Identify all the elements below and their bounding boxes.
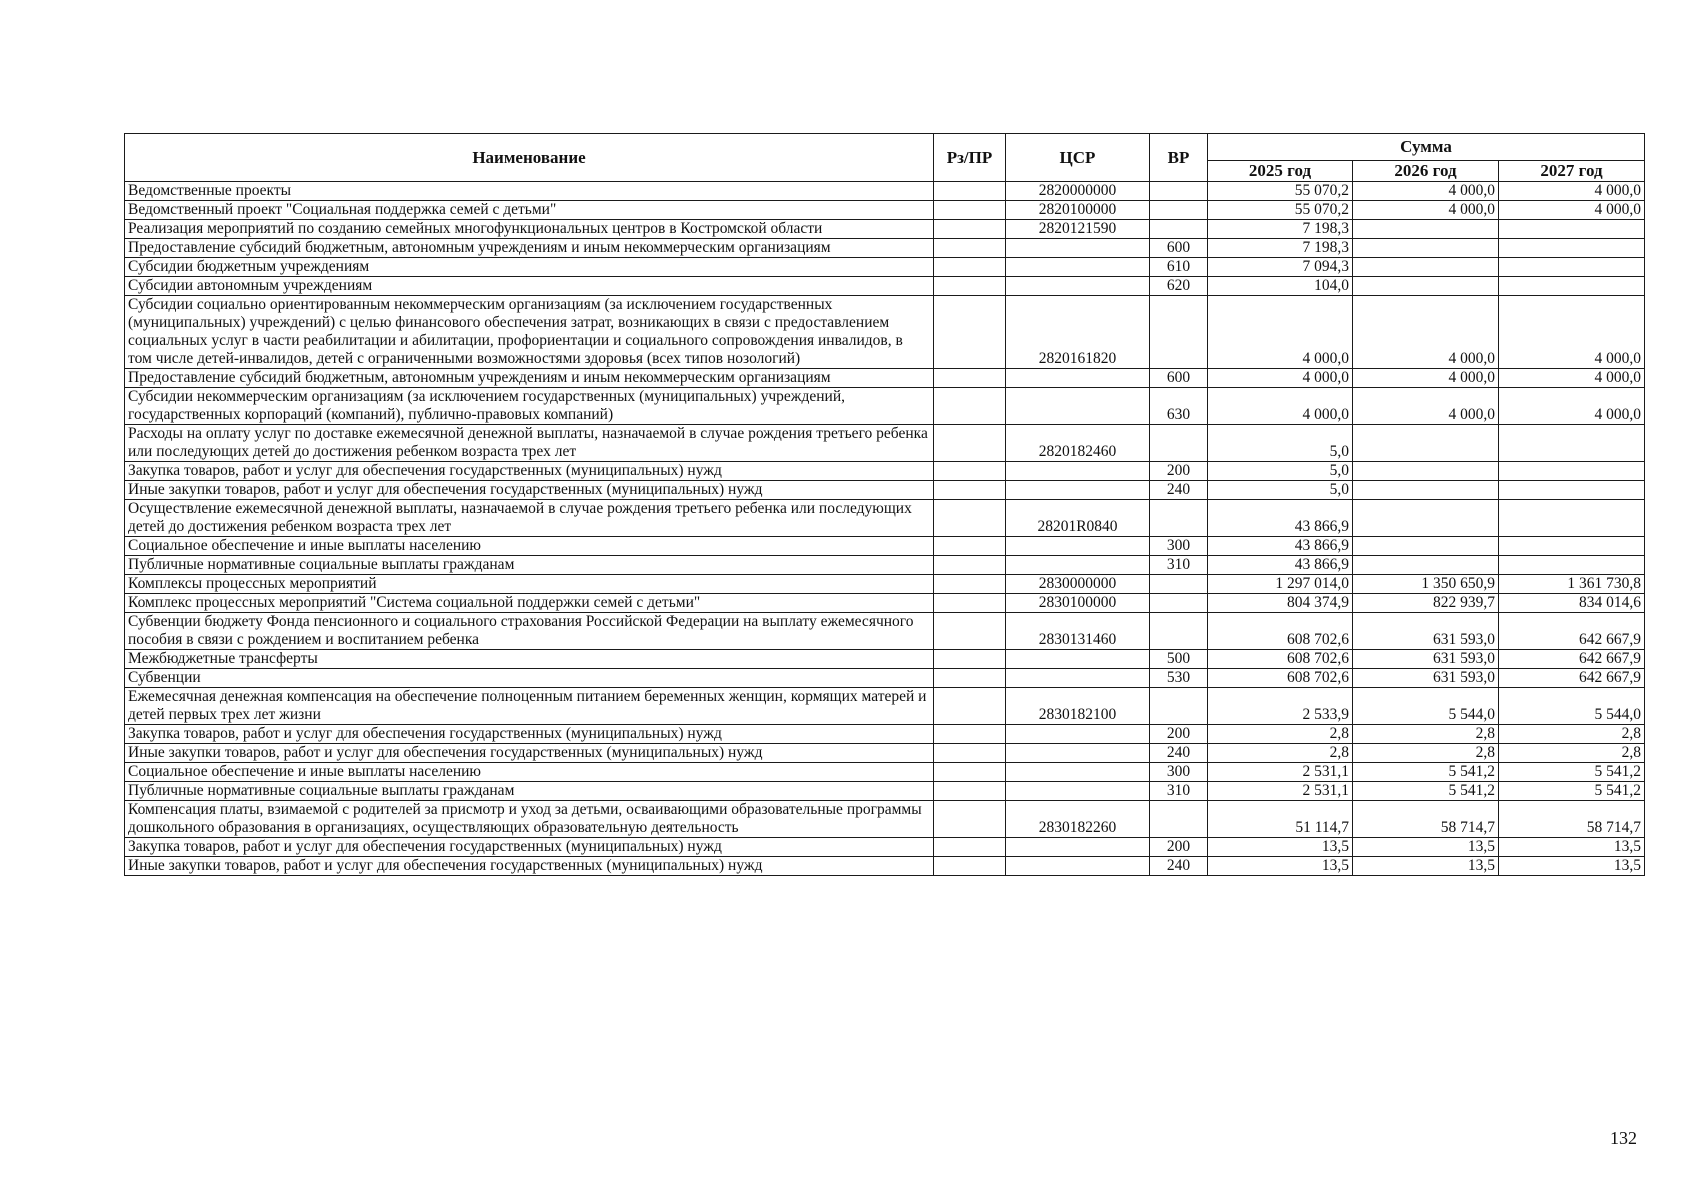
- cell-2025: 13,5: [1208, 838, 1353, 857]
- cell-name: Публичные нормативные социальные выплаты гражданам: [125, 782, 934, 801]
- cell-rz: [934, 258, 1006, 277]
- table-row: [125, 425, 1645, 462]
- cell-vr: [1150, 613, 1208, 650]
- cell-rz: [934, 688, 1006, 725]
- cell-rz: [934, 857, 1006, 876]
- cell-csr: [1006, 277, 1150, 296]
- cell-2027: 642 667,9: [1499, 613, 1645, 650]
- cell-2027: 642 667,9: [1499, 650, 1645, 669]
- cell-rz: [934, 801, 1006, 838]
- cell-name: Межбюджетные трансферты: [125, 650, 934, 669]
- header-year-2025: 2025 год: [1208, 161, 1353, 182]
- cell-2025: 51 114,7: [1208, 801, 1353, 838]
- cell-vr: [1150, 688, 1208, 725]
- cell-name: Закупка товаров, работ и услуг для обеспечения государственных (муниципальных) нужд: [125, 462, 934, 481]
- table-row: [125, 201, 1645, 220]
- cell-vr: [1150, 425, 1208, 462]
- table-row: [125, 782, 1645, 801]
- cell-csr: [1006, 725, 1150, 744]
- table-row: [125, 688, 1645, 725]
- cell-2025: 2 533,9: [1208, 688, 1353, 725]
- table-row: [125, 258, 1645, 277]
- header-sum: Сумма: [1208, 134, 1645, 161]
- cell-2027: [1499, 425, 1645, 462]
- cell-rz: [934, 201, 1006, 220]
- cell-vr: 200: [1150, 462, 1208, 481]
- table-row: [125, 744, 1645, 763]
- cell-2025: 104,0: [1208, 277, 1353, 296]
- table-row: [125, 650, 1645, 669]
- cell-rz: [934, 296, 1006, 369]
- table-row: [125, 296, 1645, 369]
- cell-2027: [1499, 500, 1645, 537]
- cell-rz: [934, 182, 1006, 201]
- cell-name: Ведомственные проекты: [125, 182, 934, 201]
- cell-csr: 2830182100: [1006, 688, 1150, 725]
- cell-name: Иные закупки товаров, работ и услуг для обеспечения государственных (муниципальных) нужд: [125, 481, 934, 500]
- cell-2027: 5 544,0: [1499, 688, 1645, 725]
- cell-vr: [1150, 801, 1208, 838]
- header-name: Наименование: [125, 134, 934, 182]
- cell-2027: 4 000,0: [1499, 201, 1645, 220]
- cell-2026: [1353, 481, 1499, 500]
- cell-2025: 55 070,2: [1208, 182, 1353, 201]
- cell-vr: 240: [1150, 744, 1208, 763]
- cell-name: Субсидии некоммерческим организациям (за исключением государственных (муниципальных) учреждений, государственных корпораций (компаний), публично-правовых компаний): [125, 388, 934, 425]
- cell-name: Расходы на оплату услуг по доставке ежемесячной денежной выплаты, назначаемой в случае рождения третьего ребенка или последующих детей до достижения ребенком возраста трех лет: [125, 425, 934, 462]
- cell-rz: [934, 575, 1006, 594]
- cell-2026: 13,5: [1353, 857, 1499, 876]
- cell-name: Социальное обеспечение и иные выплаты населению: [125, 763, 934, 782]
- cell-vr: 200: [1150, 725, 1208, 744]
- cell-2025: 608 702,6: [1208, 669, 1353, 688]
- cell-vr: [1150, 594, 1208, 613]
- cell-name: Предоставление субсидий бюджетным, автономным учреждениям и иным некоммерческим организациям: [125, 239, 934, 258]
- cell-csr: [1006, 481, 1150, 500]
- cell-2026: 4 000,0: [1353, 182, 1499, 201]
- cell-vr: 530: [1150, 669, 1208, 688]
- cell-name: Закупка товаров, работ и услуг для обеспечения государственных (муниципальных) нужд: [125, 725, 934, 744]
- cell-csr: 2820182460: [1006, 425, 1150, 462]
- cell-csr: [1006, 369, 1150, 388]
- cell-rz: [934, 388, 1006, 425]
- cell-rz: [934, 838, 1006, 857]
- cell-2025: 43 866,9: [1208, 556, 1353, 575]
- cell-2025: 608 702,6: [1208, 650, 1353, 669]
- header-vr: ВР: [1150, 134, 1208, 182]
- cell-2027: 4 000,0: [1499, 182, 1645, 201]
- table-row: [125, 575, 1645, 594]
- header-csr: ЦСР: [1006, 134, 1150, 182]
- cell-2025: 5,0: [1208, 462, 1353, 481]
- budget-table: [124, 133, 1645, 876]
- table-row: [125, 500, 1645, 537]
- cell-rz: [934, 763, 1006, 782]
- cell-rz: [934, 669, 1006, 688]
- cell-vr: 300: [1150, 763, 1208, 782]
- cell-csr: [1006, 669, 1150, 688]
- cell-2026: [1353, 425, 1499, 462]
- cell-vr: [1150, 201, 1208, 220]
- cell-name: Субсидии социально ориентированным некоммерческим организациям (за исключением государственных (муниципальных) учреждений) с целью финансового обеспечения затрат, возникающих в связи с предоставлением социальных услуг в части реабилитации и абилитации, профориентации и социального сопровождения инвалидов, в том числе детей-инвалидов, детей с ограниченными возможностями здоровья (всех типов нозологий): [125, 296, 934, 369]
- cell-csr: 2830100000: [1006, 594, 1150, 613]
- cell-rz: [934, 556, 1006, 575]
- cell-csr: 2830182260: [1006, 801, 1150, 838]
- cell-csr: [1006, 258, 1150, 277]
- cell-2026: 2,8: [1353, 744, 1499, 763]
- cell-2027: 4 000,0: [1499, 296, 1645, 369]
- cell-2026: [1353, 239, 1499, 258]
- cell-name: Компенсация платы, взимаемой с родителей за присмотр и уход за детьми, осваивающими образовательные программы дошкольного образования в организациях, осуществляющих образовательную деятельность: [125, 801, 934, 838]
- table-row: [125, 594, 1645, 613]
- table-row: [125, 669, 1645, 688]
- cell-2025: 5,0: [1208, 481, 1353, 500]
- cell-name: Субсидии бюджетным учреждениям: [125, 258, 934, 277]
- cell-name: Иные закупки товаров, работ и услуг для обеспечения государственных (муниципальных) нужд: [125, 744, 934, 763]
- cell-2027: 5 541,2: [1499, 763, 1645, 782]
- cell-csr: [1006, 650, 1150, 669]
- cell-name: Иные закупки товаров, работ и услуг для обеспечения государственных (муниципальных) нужд: [125, 857, 934, 876]
- cell-2025: 5,0: [1208, 425, 1353, 462]
- header-year-2026: 2026 год: [1353, 161, 1499, 182]
- cell-csr: 28201R0840: [1006, 500, 1150, 537]
- cell-2026: [1353, 556, 1499, 575]
- cell-vr: [1150, 575, 1208, 594]
- cell-vr: 610: [1150, 258, 1208, 277]
- cell-csr: [1006, 239, 1150, 258]
- cell-2026: [1353, 277, 1499, 296]
- cell-name: Реализация мероприятий по созданию семейных многофункциональных центров в Костромской области: [125, 220, 934, 239]
- cell-2026: 2,8: [1353, 725, 1499, 744]
- table-row: [125, 613, 1645, 650]
- cell-name: Осуществление ежемесячной денежной выплаты, назначаемой в случае рождения третьего ребенка или последующих детей до достижения ребенком возраста трех лет: [125, 500, 934, 537]
- cell-2027: 2,8: [1499, 725, 1645, 744]
- cell-csr: 2820161820: [1006, 296, 1150, 369]
- table-row: [125, 481, 1645, 500]
- cell-csr: 2830131460: [1006, 613, 1150, 650]
- cell-rz: [934, 425, 1006, 462]
- cell-rz: [934, 220, 1006, 239]
- cell-2026: [1353, 500, 1499, 537]
- cell-vr: 600: [1150, 239, 1208, 258]
- cell-rz: [934, 481, 1006, 500]
- cell-vr: [1150, 296, 1208, 369]
- cell-vr: [1150, 182, 1208, 201]
- cell-2026: 13,5: [1353, 838, 1499, 857]
- cell-2026: [1353, 258, 1499, 277]
- cell-csr: 2830000000: [1006, 575, 1150, 594]
- cell-rz: [934, 462, 1006, 481]
- header-year-2027: 2027 год: [1499, 161, 1645, 182]
- cell-name: Комплексы процессных мероприятий: [125, 575, 934, 594]
- table-row: [125, 763, 1645, 782]
- cell-2026: 4 000,0: [1353, 388, 1499, 425]
- cell-2027: 13,5: [1499, 857, 1645, 876]
- cell-2027: [1499, 220, 1645, 239]
- table-row: [125, 857, 1645, 876]
- cell-csr: [1006, 763, 1150, 782]
- cell-2025: 43 866,9: [1208, 500, 1353, 537]
- cell-rz: [934, 744, 1006, 763]
- cell-name: Предоставление субсидий бюджетным, автономным учреждениям и иным некоммерческим организациям: [125, 369, 934, 388]
- cell-2026: 631 593,0: [1353, 650, 1499, 669]
- cell-2026: [1353, 220, 1499, 239]
- cell-2027: 4 000,0: [1499, 388, 1645, 425]
- cell-2025: 13,5: [1208, 857, 1353, 876]
- table-row: [125, 239, 1645, 258]
- cell-2026: 5 541,2: [1353, 763, 1499, 782]
- cell-2026: 5 541,2: [1353, 782, 1499, 801]
- cell-2027: 13,5: [1499, 838, 1645, 857]
- table-row: [125, 220, 1645, 239]
- cell-2025: 2,8: [1208, 725, 1353, 744]
- cell-vr: 500: [1150, 650, 1208, 669]
- table-row: [125, 537, 1645, 556]
- cell-rz: [934, 239, 1006, 258]
- table-row: [125, 277, 1645, 296]
- cell-name: Публичные нормативные социальные выплаты гражданам: [125, 556, 934, 575]
- cell-2025: 7 198,3: [1208, 220, 1353, 239]
- cell-vr: [1150, 500, 1208, 537]
- cell-2026: 4 000,0: [1353, 296, 1499, 369]
- cell-csr: 2820100000: [1006, 201, 1150, 220]
- cell-2027: [1499, 481, 1645, 500]
- cell-2027: [1499, 277, 1645, 296]
- cell-2026: 631 593,0: [1353, 669, 1499, 688]
- cell-2026: [1353, 462, 1499, 481]
- cell-csr: [1006, 744, 1150, 763]
- table-row: [125, 182, 1645, 201]
- cell-2027: 642 667,9: [1499, 669, 1645, 688]
- cell-vr: 240: [1150, 857, 1208, 876]
- cell-csr: [1006, 857, 1150, 876]
- cell-2026: [1353, 537, 1499, 556]
- cell-name: Субвенции бюджету Фонда пенсионного и социального страхования Российской Федерации на выплату ежемесячного пособия в связи с рождением и воспитанием ребенка: [125, 613, 934, 650]
- header-rz: Рз/ПР: [934, 134, 1006, 182]
- cell-rz: [934, 613, 1006, 650]
- cell-vr: 630: [1150, 388, 1208, 425]
- cell-csr: 2820000000: [1006, 182, 1150, 201]
- table-row: [125, 801, 1645, 838]
- cell-name: Субвенции: [125, 669, 934, 688]
- table-row: [125, 556, 1645, 575]
- cell-rz: [934, 277, 1006, 296]
- cell-vr: 620: [1150, 277, 1208, 296]
- cell-name: Закупка товаров, работ и услуг для обеспечения государственных (муниципальных) нужд: [125, 838, 934, 857]
- cell-2025: 2,8: [1208, 744, 1353, 763]
- cell-rz: [934, 782, 1006, 801]
- cell-2027: [1499, 537, 1645, 556]
- cell-vr: 600: [1150, 369, 1208, 388]
- cell-csr: [1006, 782, 1150, 801]
- cell-2026: 631 593,0: [1353, 613, 1499, 650]
- table-row: [125, 369, 1645, 388]
- cell-csr: 2820121590: [1006, 220, 1150, 239]
- cell-vr: [1150, 220, 1208, 239]
- cell-vr: 200: [1150, 838, 1208, 857]
- cell-2027: [1499, 462, 1645, 481]
- cell-2025: 1 297 014,0: [1208, 575, 1353, 594]
- cell-2027: 58 714,7: [1499, 801, 1645, 838]
- cell-rz: [934, 500, 1006, 537]
- cell-2025: 608 702,6: [1208, 613, 1353, 650]
- cell-2026: 822 939,7: [1353, 594, 1499, 613]
- cell-2026: 1 350 650,9: [1353, 575, 1499, 594]
- cell-csr: [1006, 556, 1150, 575]
- cell-rz: [934, 369, 1006, 388]
- cell-2027: 5 541,2: [1499, 782, 1645, 801]
- cell-name: Комплекс процессных мероприятий "Система социальной поддержки семей с детьми": [125, 594, 934, 613]
- cell-name: Ведомственный проект "Социальная поддержка семей с детьми": [125, 201, 934, 220]
- table-row: [125, 838, 1645, 857]
- table-row: [125, 388, 1645, 425]
- cell-csr: [1006, 388, 1150, 425]
- table-body: [125, 182, 1645, 876]
- cell-vr: 300: [1150, 537, 1208, 556]
- cell-rz: [934, 725, 1006, 744]
- cell-csr: [1006, 462, 1150, 481]
- cell-2027: 1 361 730,8: [1499, 575, 1645, 594]
- cell-2027: 2,8: [1499, 744, 1645, 763]
- page-number: 132: [1610, 1128, 1637, 1148]
- cell-name: Социальное обеспечение и иные выплаты населению: [125, 537, 934, 556]
- cell-2025: 7 094,3: [1208, 258, 1353, 277]
- cell-2026: 4 000,0: [1353, 369, 1499, 388]
- cell-name: Субсидии автономным учреждениям: [125, 277, 934, 296]
- cell-2025: 55 070,2: [1208, 201, 1353, 220]
- cell-2025: 2 531,1: [1208, 763, 1353, 782]
- cell-2025: 43 866,9: [1208, 537, 1353, 556]
- table-row: [125, 725, 1645, 744]
- cell-2027: [1499, 258, 1645, 277]
- cell-csr: [1006, 838, 1150, 857]
- cell-2027: 834 014,6: [1499, 594, 1645, 613]
- cell-rz: [934, 650, 1006, 669]
- cell-vr: 310: [1150, 556, 1208, 575]
- cell-vr: 240: [1150, 481, 1208, 500]
- cell-2025: 4 000,0: [1208, 296, 1353, 369]
- cell-vr: 310: [1150, 782, 1208, 801]
- cell-2026: 5 544,0: [1353, 688, 1499, 725]
- cell-2026: 4 000,0: [1353, 201, 1499, 220]
- cell-rz: [934, 594, 1006, 613]
- cell-2026: 58 714,7: [1353, 801, 1499, 838]
- cell-2025: 4 000,0: [1208, 388, 1353, 425]
- cell-csr: [1006, 537, 1150, 556]
- cell-2025: 4 000,0: [1208, 369, 1353, 388]
- cell-name: Ежемесячная денежная компенсация на обеспечение полноценным питанием беременных женщин, кормящих матерей и детей первых трех лет жизни: [125, 688, 934, 725]
- cell-2025: 2 531,1: [1208, 782, 1353, 801]
- table-row: [125, 462, 1645, 481]
- cell-2027: 4 000,0: [1499, 369, 1645, 388]
- cell-2027: [1499, 556, 1645, 575]
- cell-rz: [934, 537, 1006, 556]
- cell-2027: [1499, 239, 1645, 258]
- cell-2025: 804 374,9: [1208, 594, 1353, 613]
- cell-2025: 7 198,3: [1208, 239, 1353, 258]
